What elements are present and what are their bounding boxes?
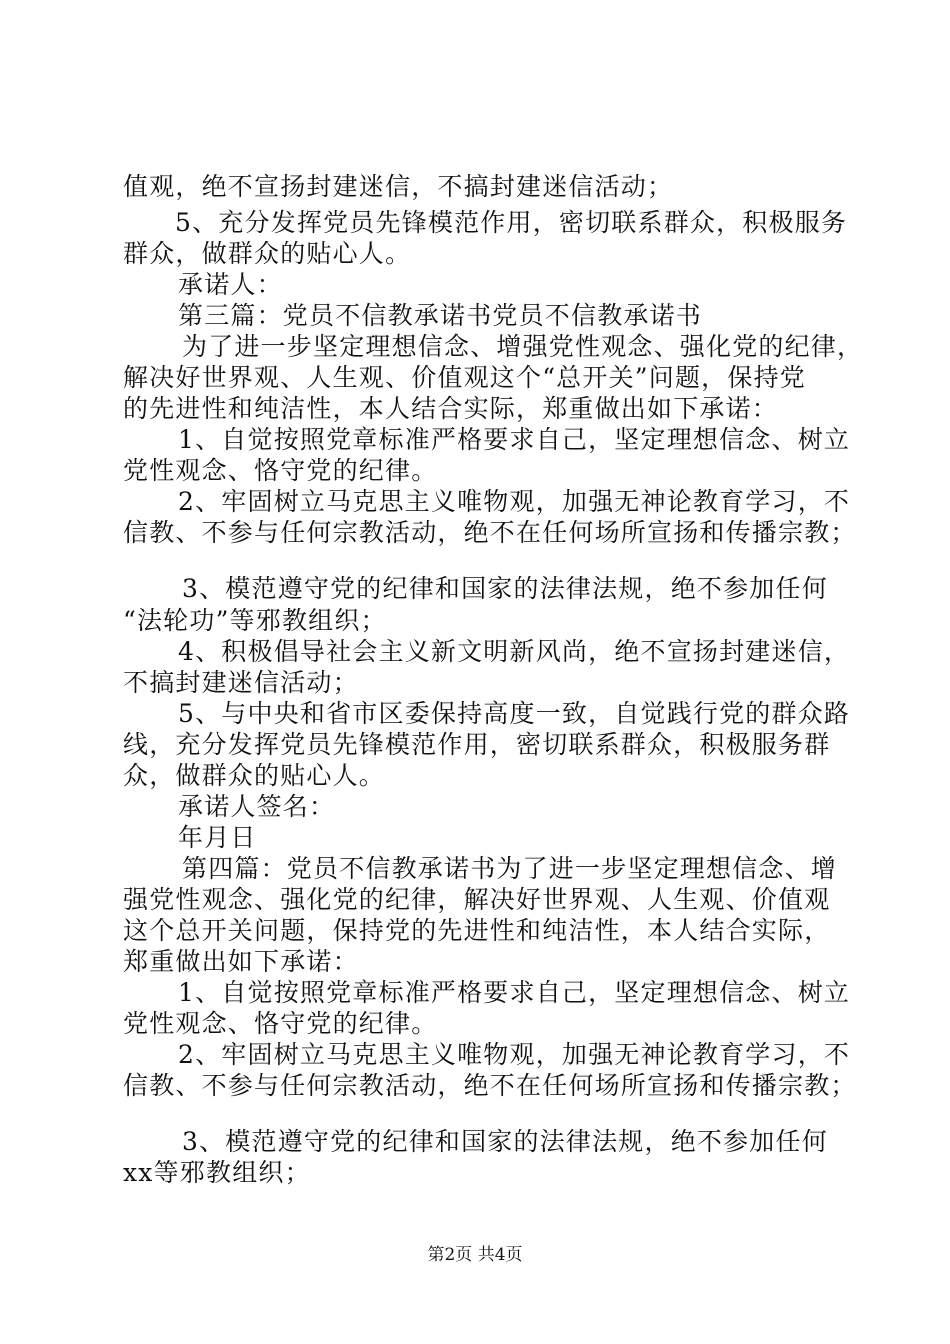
text-line: 3、模范遵守党的纪律和国家的法律法规，绝不参加任何 (182, 1127, 828, 1156)
text-line: 强党性观念、强化党的纪律，解决好世界观、人生观、价值观 (123, 885, 831, 914)
text-line: 3、模范遵守党的纪律和国家的法律法规，绝不参加任何 (182, 574, 828, 603)
text-line: 群众，做群众的贴心人。 (123, 239, 412, 268)
text-line: 信教、不参与任何宗教活动，绝不在任何场所宣扬和传播宗教； (123, 518, 857, 547)
text-line: 众，做群众的贴心人。 (123, 761, 386, 790)
text-line: 解决好世界观、人生观、价值观这个“总开关”问题，保持党 (123, 363, 806, 392)
text-line: 承诺人签名： (178, 792, 336, 821)
text-line: 5、与中央和省市区委保持高度一致，自觉践行党的群众路 (178, 699, 851, 728)
text-line: 2、牢固树立马克思主义唯物观，加强无神论教育学习，不 (178, 1040, 851, 1069)
section-heading: 第三篇：党员不信教承诺书党员不信教承诺书 (178, 301, 703, 330)
text-line: 党性观念、恪守党的纪律。 (123, 1009, 438, 1038)
section-heading: 第四篇：党员不信教承诺书为了进一步坚定理想信念、增 (182, 854, 838, 883)
text-line: “法轮功”等邪教组织； (123, 606, 387, 635)
text-line: 1、自觉按照党章标准严格要求自己，坚定理想信念、树立 (178, 978, 851, 1007)
text-line: xx等邪教组织； (123, 1158, 311, 1187)
text-line: 值观，绝不宣扬封建迷信，不搞封建迷信活动； (123, 172, 674, 201)
text-line: 的先进性和纯洁性，本人结合实际，郑重做出如下承诺： (123, 394, 779, 423)
text-line: 线，充分发挥党员先锋模范作用，密切联系群众，积极服务群 (123, 730, 831, 759)
text-line: 不搞封建迷信活动； (123, 668, 359, 697)
text-line: 党性观念、恪守党的纪律。 (123, 456, 438, 485)
text-line: 1、自觉按照党章标准严格要求自己，坚定理想信念、树立 (178, 425, 851, 454)
text-line: 这个总开关问题，保持党的先进性和纯洁性，本人结合实际， (123, 916, 831, 945)
text-line: 4、积极倡导社会主义新文明新风尚，绝不宣扬封建迷信， (178, 637, 851, 666)
text-line: 郑重做出如下承诺： (123, 947, 359, 976)
text-line: 信教、不参与任何宗教活动，绝不在任何场所宣扬和传播宗教； (123, 1071, 857, 1100)
text-line: 2、牢固树立马克思主义唯物观，加强无神论教育学习，不 (178, 487, 851, 516)
text-line: 5、充分发挥党员先锋模范作用，密切联系群众，积极服务 (175, 208, 848, 237)
text-line: 为了进一步坚定理想信念、增强党性观念、强化党的纪律， (182, 332, 864, 361)
text-line: 承诺人： (178, 270, 283, 299)
text-line: 年月日 (178, 823, 257, 852)
page-number-footer: 第2页 共4页 (427, 1245, 523, 1265)
